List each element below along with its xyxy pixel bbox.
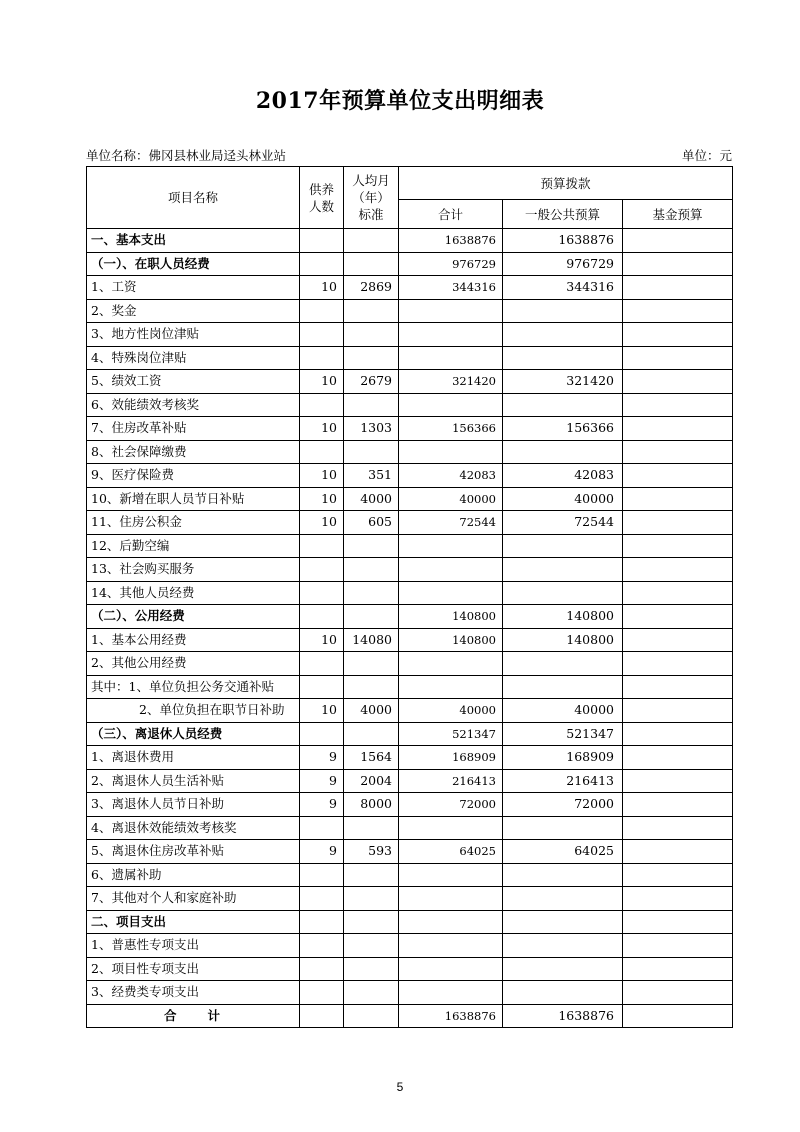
row-total: 40000 — [399, 487, 503, 511]
row-total — [399, 981, 503, 1005]
unit-name: 单位名称：佛冈县林业局迳头林业站 — [86, 148, 287, 163]
row-name: 一、基本支出 — [87, 229, 300, 253]
row-standard — [344, 910, 399, 934]
row-name: 4、特殊岗位津贴 — [87, 346, 300, 370]
row-people — [300, 910, 344, 934]
row-standard — [344, 981, 399, 1005]
row-name: 1、普惠性专项支出 — [87, 934, 300, 958]
table-row — [87, 393, 733, 417]
row-total: 1638876 — [399, 229, 503, 253]
row-standard: 605 — [344, 511, 399, 535]
row-standard — [344, 558, 399, 582]
table-row — [87, 581, 733, 605]
row-fund — [623, 840, 733, 864]
table-row — [87, 346, 733, 370]
row-standard — [344, 675, 399, 699]
row-general — [503, 299, 623, 323]
row-name: 1、离退休费用 — [87, 746, 300, 770]
row-name: 其中：1、单位负担公务交通补贴 — [87, 675, 300, 699]
row-name: 1、基本公用经费 — [87, 628, 300, 652]
row-people — [300, 534, 344, 558]
table-body — [87, 229, 733, 1005]
row-people — [300, 887, 344, 911]
table-row — [87, 323, 733, 347]
row-standard: 351 — [344, 464, 399, 488]
row-people — [300, 981, 344, 1005]
table-row — [87, 746, 733, 770]
row-name: 8、社会保障缴费 — [87, 440, 300, 464]
row-total: 216413 — [399, 769, 503, 793]
row-general: 216413 — [503, 769, 623, 793]
row-fund — [623, 323, 733, 347]
row-name: 11、住房公积金 — [87, 511, 300, 535]
row-people — [300, 229, 344, 253]
row-general: 1638876 — [503, 229, 623, 253]
row-general — [503, 440, 623, 464]
header-people-text: 供养人数 — [309, 181, 335, 214]
header-standard-text: 人均月（年）标准 — [352, 173, 390, 222]
header-item-name: 项目名称 — [87, 167, 300, 229]
budget-detail-table — [86, 166, 733, 1028]
total-amount: 1638876 — [399, 1004, 503, 1028]
row-total: 72000 — [399, 793, 503, 817]
table-row — [87, 628, 733, 652]
row-general: 42083 — [503, 464, 623, 488]
row-fund — [623, 910, 733, 934]
row-people — [300, 675, 344, 699]
row-fund — [623, 652, 733, 676]
row-people — [300, 558, 344, 582]
unit-info-row — [86, 146, 732, 164]
row-fund — [623, 464, 733, 488]
row-standard — [344, 863, 399, 887]
table-row — [87, 957, 733, 981]
row-general — [503, 957, 623, 981]
row-name: （二）、公用经费 — [87, 605, 300, 629]
row-name: 14、其他人员经费 — [87, 581, 300, 605]
row-total — [399, 393, 503, 417]
row-total: 521347 — [399, 722, 503, 746]
table-row — [87, 511, 733, 535]
row-total: 64025 — [399, 840, 503, 864]
row-total — [399, 675, 503, 699]
row-standard — [344, 652, 399, 676]
row-standard — [344, 229, 399, 253]
row-name: 9、医疗保险费 — [87, 464, 300, 488]
row-name: 2、项目性专项支出 — [87, 957, 300, 981]
row-fund — [623, 699, 733, 723]
row-total — [399, 863, 503, 887]
row-standard: 2679 — [344, 370, 399, 394]
table-row — [87, 816, 733, 840]
row-general — [503, 887, 623, 911]
row-general: 140800 — [503, 628, 623, 652]
row-fund — [623, 605, 733, 629]
row-total — [399, 910, 503, 934]
header-general-budget: 一般公共预算 — [503, 200, 623, 229]
total-standard — [344, 1004, 399, 1028]
row-standard: 14080 — [344, 628, 399, 652]
row-standard — [344, 934, 399, 958]
row-name: 6、效能绩效考核奖 — [87, 393, 300, 417]
row-people — [300, 816, 344, 840]
table-row — [87, 652, 733, 676]
row-name: 7、其他对个人和家庭补助 — [87, 887, 300, 911]
row-general — [503, 981, 623, 1005]
row-fund — [623, 793, 733, 817]
row-fund — [623, 299, 733, 323]
row-name: 1、工资 — [87, 276, 300, 300]
row-fund — [623, 487, 733, 511]
table-row — [87, 252, 733, 276]
row-standard: 1564 — [344, 746, 399, 770]
row-total: 72544 — [399, 511, 503, 535]
row-standard — [344, 393, 399, 417]
row-standard: 4000 — [344, 699, 399, 723]
row-standard — [344, 957, 399, 981]
table-row — [87, 934, 733, 958]
row-people: 10 — [300, 464, 344, 488]
row-standard: 8000 — [344, 793, 399, 817]
row-general: 321420 — [503, 370, 623, 394]
row-general — [503, 816, 623, 840]
total-people — [300, 1004, 344, 1028]
row-total: 156366 — [399, 417, 503, 441]
row-name: （一）、在职人员经费 — [87, 252, 300, 276]
row-general: 140800 — [503, 605, 623, 629]
row-name: 2、单位负担在职节日补助 — [87, 699, 300, 723]
row-general: 521347 — [503, 722, 623, 746]
row-fund — [623, 558, 733, 582]
row-fund — [623, 534, 733, 558]
row-total — [399, 323, 503, 347]
row-standard — [344, 299, 399, 323]
page-number: 5 — [396, 1080, 404, 1094]
row-total — [399, 534, 503, 558]
table-row — [87, 769, 733, 793]
table-row — [87, 887, 733, 911]
row-people — [300, 346, 344, 370]
table-row — [87, 487, 733, 511]
row-total: 976729 — [399, 252, 503, 276]
row-total — [399, 440, 503, 464]
row-standard: 4000 — [344, 487, 399, 511]
row-total — [399, 346, 503, 370]
row-people: 9 — [300, 793, 344, 817]
row-total — [399, 957, 503, 981]
table-row — [87, 722, 733, 746]
row-general — [503, 346, 623, 370]
table-row — [87, 981, 733, 1005]
row-standard — [344, 581, 399, 605]
header-fund-budget: 基金预算 — [623, 200, 733, 229]
row-total — [399, 934, 503, 958]
table-row — [87, 417, 733, 441]
row-total — [399, 581, 503, 605]
row-general — [503, 863, 623, 887]
row-general — [503, 558, 623, 582]
row-people — [300, 722, 344, 746]
row-people — [300, 863, 344, 887]
row-general — [503, 581, 623, 605]
row-total — [399, 299, 503, 323]
row-name: 5、绩效工资 — [87, 370, 300, 394]
row-name: 5、离退休住房改革补贴 — [87, 840, 300, 864]
row-name: 7、住房改革补贴 — [87, 417, 300, 441]
row-fund — [623, 581, 733, 605]
row-general — [503, 534, 623, 558]
currency-unit: 单位：元 — [681, 148, 732, 163]
row-people: 9 — [300, 746, 344, 770]
row-general — [503, 652, 623, 676]
row-fund — [623, 393, 733, 417]
row-fund — [623, 934, 733, 958]
row-fund — [623, 722, 733, 746]
row-people — [300, 440, 344, 464]
row-fund — [623, 863, 733, 887]
row-people — [300, 323, 344, 347]
row-total: 140800 — [399, 605, 503, 629]
row-people: 9 — [300, 769, 344, 793]
row-standard — [344, 722, 399, 746]
row-fund — [623, 370, 733, 394]
header-total: 合计 — [399, 200, 503, 229]
row-people: 10 — [300, 511, 344, 535]
table-row — [87, 370, 733, 394]
page-title: 2017年预算单位支出明细表 — [255, 88, 545, 114]
row-people — [300, 393, 344, 417]
row-general — [503, 393, 623, 417]
row-general: 40000 — [503, 487, 623, 511]
row-fund — [623, 887, 733, 911]
row-name: 10、新增在职人员节日补贴 — [87, 487, 300, 511]
row-fund — [623, 816, 733, 840]
header-people — [300, 167, 344, 229]
row-name: （三）、离退休人员经费 — [87, 722, 300, 746]
row-people: 9 — [300, 840, 344, 864]
row-general: 976729 — [503, 252, 623, 276]
row-total: 140800 — [399, 628, 503, 652]
row-name: 2、离退休人员生活补贴 — [87, 769, 300, 793]
row-standard — [344, 252, 399, 276]
row-name: 2、其他公用经费 — [87, 652, 300, 676]
total-general: 1638876 — [503, 1004, 623, 1028]
row-standard: 2869 — [344, 276, 399, 300]
row-fund — [623, 675, 733, 699]
row-fund — [623, 957, 733, 981]
row-standard — [344, 534, 399, 558]
table-row — [87, 299, 733, 323]
row-standard: 593 — [344, 840, 399, 864]
row-name: 3、经费类专项支出 — [87, 981, 300, 1005]
row-people — [300, 605, 344, 629]
row-name: 6、遗属补助 — [87, 863, 300, 887]
row-fund — [623, 746, 733, 770]
header-budget-group: 预算拨款 — [399, 167, 733, 200]
row-general — [503, 323, 623, 347]
row-total — [399, 816, 503, 840]
table-row — [87, 863, 733, 887]
header-standard — [344, 167, 399, 229]
row-general: 156366 — [503, 417, 623, 441]
row-name: 3、地方性岗位津贴 — [87, 323, 300, 347]
row-total: 42083 — [399, 464, 503, 488]
row-people — [300, 652, 344, 676]
row-name: 4、离退休效能绩效考核奖 — [87, 816, 300, 840]
row-general: 72544 — [503, 511, 623, 535]
row-people — [300, 299, 344, 323]
row-people — [300, 252, 344, 276]
row-people: 10 — [300, 699, 344, 723]
table-row — [87, 840, 733, 864]
row-fund — [623, 440, 733, 464]
row-general — [503, 675, 623, 699]
row-fund — [623, 628, 733, 652]
row-total — [399, 558, 503, 582]
row-people: 10 — [300, 370, 344, 394]
row-fund — [623, 229, 733, 253]
row-standard: 2004 — [344, 769, 399, 793]
table-row — [87, 276, 733, 300]
row-general: 40000 — [503, 699, 623, 723]
row-fund — [623, 252, 733, 276]
row-standard — [344, 440, 399, 464]
row-standard — [344, 887, 399, 911]
row-fund — [623, 511, 733, 535]
row-standard — [344, 346, 399, 370]
table-row — [87, 910, 733, 934]
row-general: 168909 — [503, 746, 623, 770]
table-row — [87, 605, 733, 629]
row-general: 64025 — [503, 840, 623, 864]
row-name: 12、后勤空编 — [87, 534, 300, 558]
table-row — [87, 793, 733, 817]
row-fund — [623, 346, 733, 370]
row-total: 321420 — [399, 370, 503, 394]
row-standard: 1303 — [344, 417, 399, 441]
row-fund — [623, 417, 733, 441]
row-general: 72000 — [503, 793, 623, 817]
table-row — [87, 558, 733, 582]
row-name: 13、社会购买服务 — [87, 558, 300, 582]
row-name: 2、奖金 — [87, 299, 300, 323]
row-people: 10 — [300, 276, 344, 300]
total-fund — [623, 1004, 733, 1028]
row-people: 10 — [300, 417, 344, 441]
row-name: 3、离退休人员节日补助 — [87, 793, 300, 817]
row-name: 二、项目支出 — [87, 910, 300, 934]
row-fund — [623, 769, 733, 793]
table-row — [87, 229, 733, 253]
row-people — [300, 581, 344, 605]
row-fund — [623, 981, 733, 1005]
row-total: 344316 — [399, 276, 503, 300]
row-people: 10 — [300, 628, 344, 652]
row-people — [300, 957, 344, 981]
total-row — [87, 1004, 733, 1028]
row-general — [503, 934, 623, 958]
table-row — [87, 675, 733, 699]
row-general — [503, 910, 623, 934]
total-label: 合 计 — [87, 1004, 300, 1028]
row-standard — [344, 816, 399, 840]
row-total: 168909 — [399, 746, 503, 770]
row-people: 10 — [300, 487, 344, 511]
row-standard — [344, 323, 399, 347]
table-row — [87, 534, 733, 558]
table-row — [87, 440, 733, 464]
row-total — [399, 887, 503, 911]
row-total: 40000 — [399, 699, 503, 723]
row-standard — [344, 605, 399, 629]
row-general: 344316 — [503, 276, 623, 300]
row-total — [399, 652, 503, 676]
row-people — [300, 934, 344, 958]
table-row — [87, 699, 733, 723]
table-row — [87, 464, 733, 488]
row-fund — [623, 276, 733, 300]
